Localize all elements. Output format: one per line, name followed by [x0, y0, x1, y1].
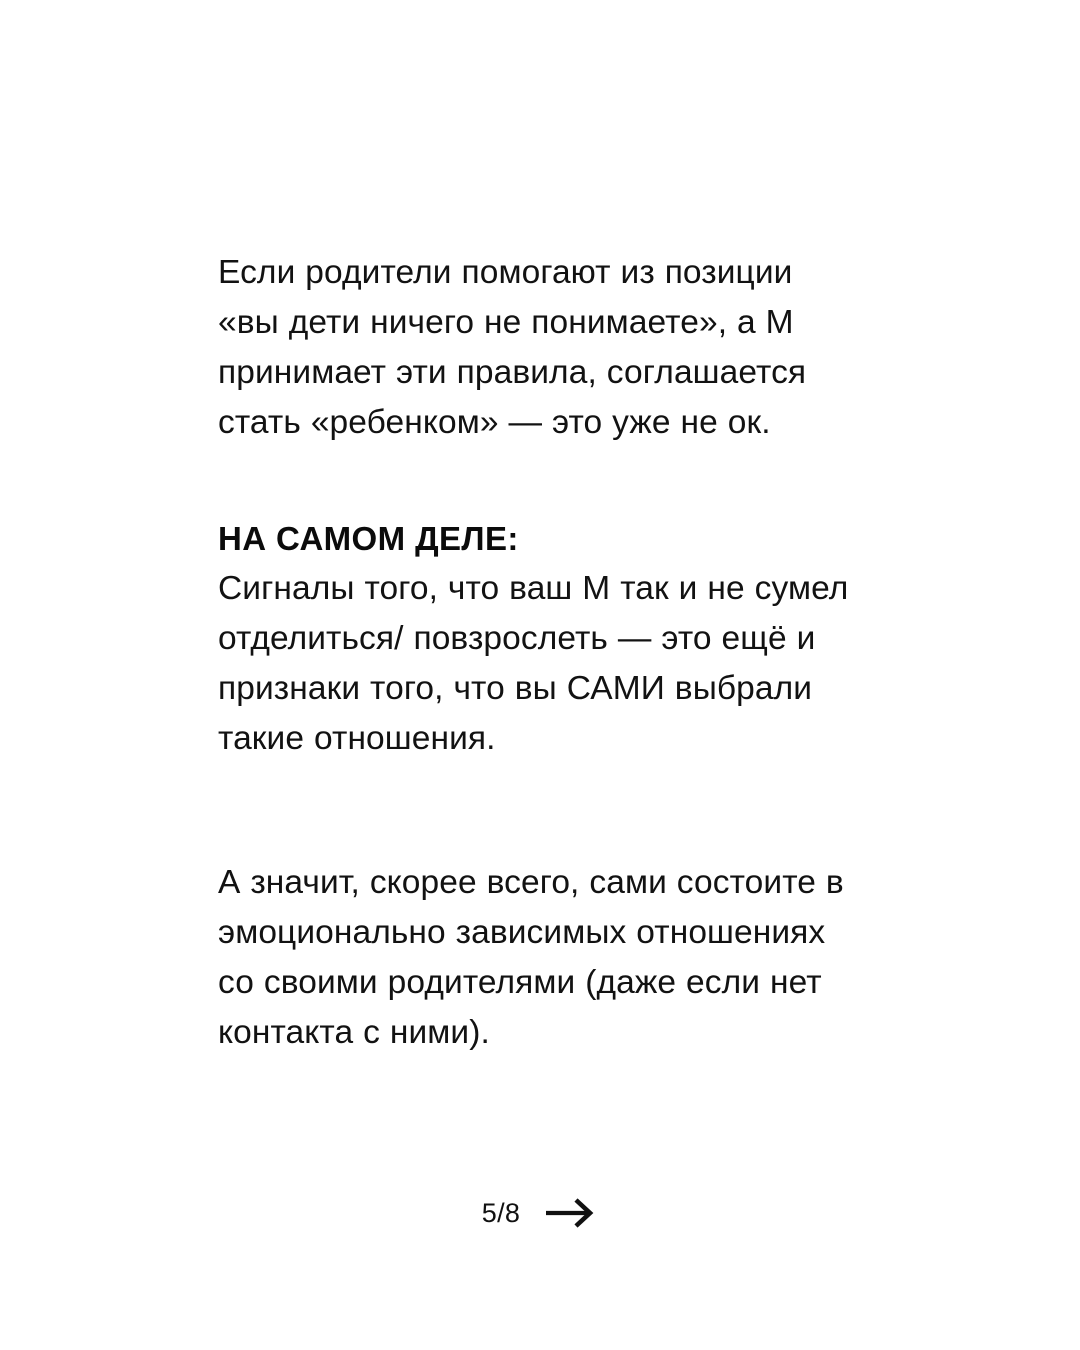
paragraph-line: контакта с ними). [218, 1014, 490, 1051]
paragraph-line: стать «ребенком» — это уже не ок. [218, 404, 771, 441]
slide-content [218, 248, 908, 1058]
paragraph-conclusion [218, 858, 908, 1058]
paragraph-line: «вы дети ничего не понимаете», а М [218, 304, 794, 341]
paragraph-line: со своими родителями (даже если нет [218, 964, 822, 1001]
paragraph-line: принимает эти правила, соглашается [218, 354, 807, 391]
paragraph-signals [218, 564, 908, 764]
paragraph-line: Сигналы того, что ваш М так и не сумел [218, 570, 849, 607]
page-counter: 5/8 [481, 1197, 521, 1228]
paragraph-line: эмоционально зависимых отношениях [218, 914, 826, 951]
slide-footer [0, 1196, 1080, 1230]
paragraph-line: А значит, скорее всего, сами состоите в [218, 864, 844, 901]
paragraph-line: признаки того, что вы САМИ выбрали [218, 670, 813, 707]
paragraph-intro [218, 248, 908, 448]
arrow-right-icon[interactable] [544, 1196, 598, 1230]
paragraph-line: такие отношения. [218, 720, 496, 757]
paragraph-line: Если родители помогают из позиции [218, 254, 793, 291]
spacer [218, 764, 908, 858]
spacer [218, 448, 908, 514]
section-heading: НА САМОМ ДЕЛЕ: [218, 520, 519, 557]
paragraph-line: отделиться/ повзрослеть — это ещё и [218, 620, 816, 657]
